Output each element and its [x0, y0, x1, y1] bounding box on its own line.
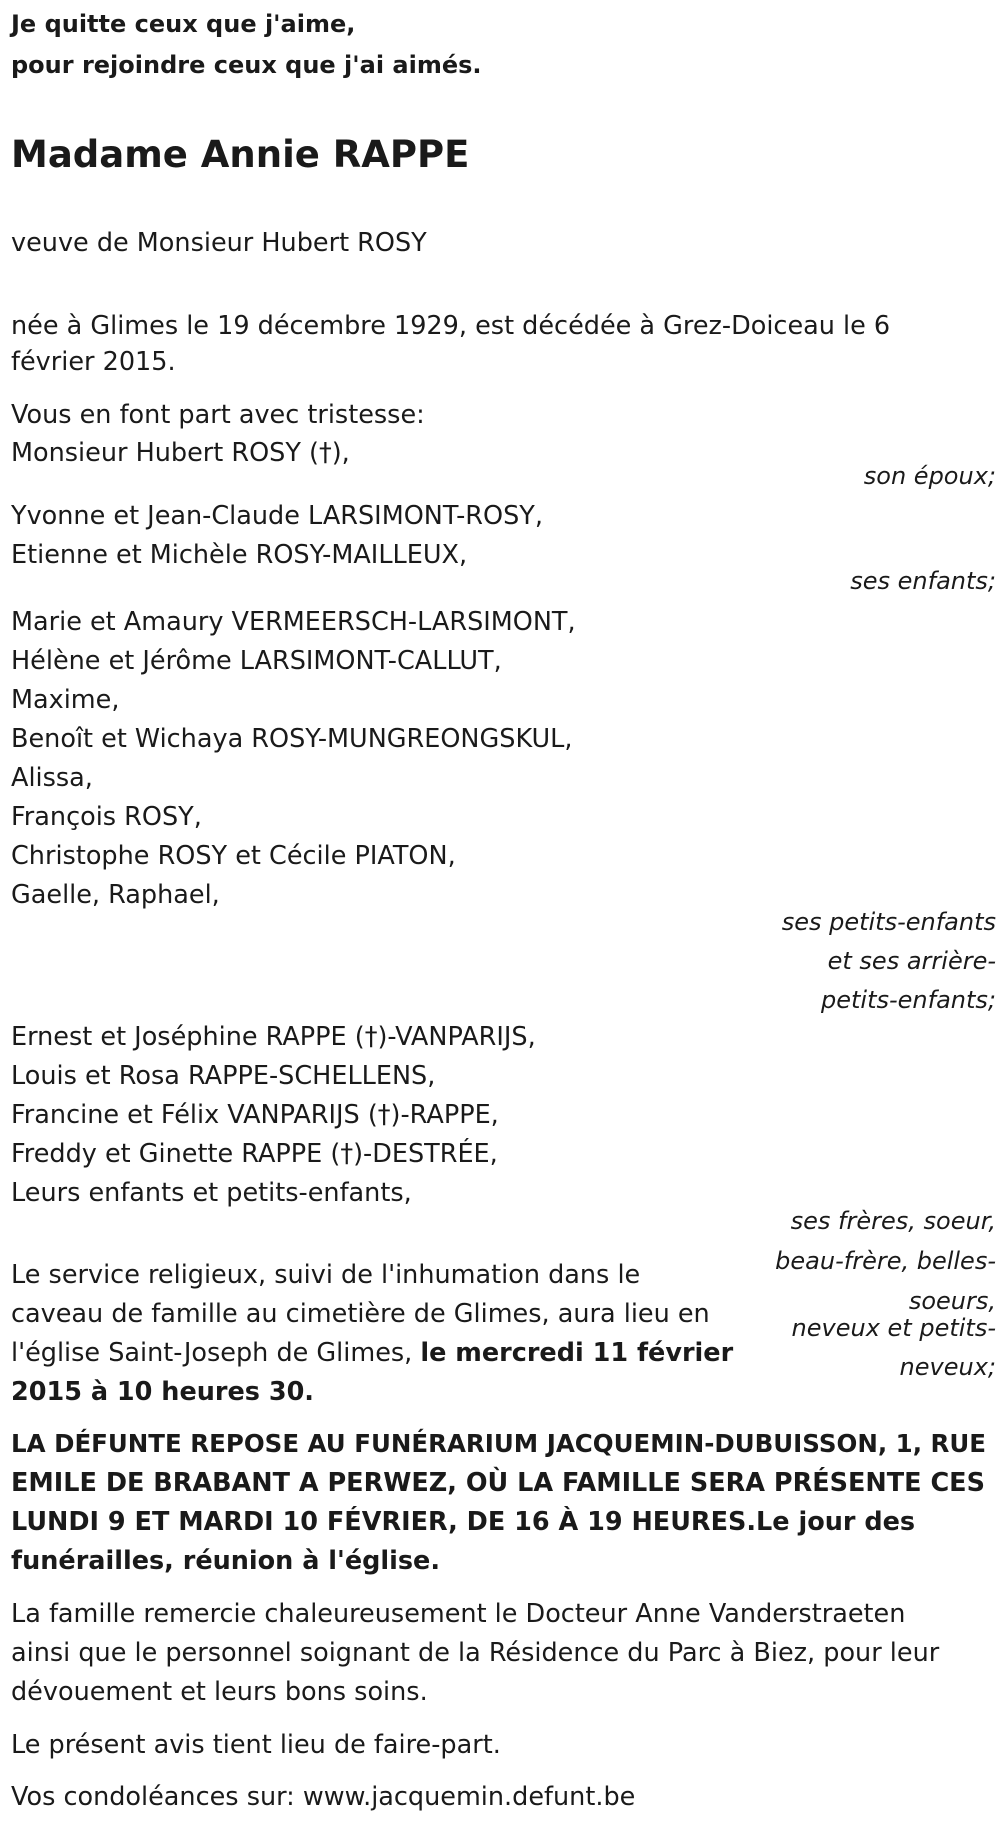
deceased-name: Madame Annie RAPPE [11, 133, 470, 176]
sibling-name: Louis et Rosa RAPPE-SCHELLENS, [11, 1061, 436, 1091]
service-date: le mercredi 11 février [420, 1338, 734, 1368]
grandchild-name: Alissa, [11, 763, 93, 793]
grandchild-name: Benoît et Wichaya ROSY-MUNGREONGSKUL, [11, 724, 573, 754]
grandchild-name: Hélène et Jérôme LARSIMONT-CALLUT, [11, 646, 502, 676]
child-name: Yvonne et Jean-Claude LARSIMONT-ROSY, [11, 501, 543, 531]
sibling-name: Leurs enfants et petits-enfants, [11, 1178, 412, 1208]
intro-line: Vous en font part avec tristesse: [11, 400, 425, 430]
condolences-line: Vos condoléances sur: www.jacquemin.defunt.be [11, 1782, 636, 1812]
thanks-line: La famille remercie chaleureusement le Docteur Anne Vanderstraeten [11, 1599, 906, 1629]
grandchild-name: Christophe ROSY et Cécile PIATON, [11, 841, 456, 871]
relation-grandchildren: petits-enfants; [821, 986, 996, 1014]
child-name: Etienne et Michèle ROSY-MAILLEUX, [11, 540, 468, 570]
grandchild-name: Marie et Amaury VERMEERSCH-LARSIMONT, [11, 607, 576, 637]
service-time: 2015 à 10 heures 30. [11, 1377, 314, 1407]
thanks-line: dévouement et leurs bons soins. [11, 1677, 428, 1707]
funerarium-visiting-hours: LUNDI 9 ET MARDI 10 FÉVRIER, DE 16 À 19 HEURES. [11, 1507, 757, 1537]
relation-grandchildren: ses petits-enfants [781, 908, 996, 936]
relation-grandchildren: et ses arrière- [827, 947, 996, 975]
widow-of: veuve de Monsieur Hubert ROSY [11, 228, 427, 258]
relation-siblings: neveux et petits- [791, 1314, 996, 1342]
epigraph-line: pour rejoindre ceux que j'ai aimés. [11, 51, 482, 79]
thanks-line: ainsi que le personnel soignant de la Résidence du Parc à Biez, pour leur [11, 1638, 940, 1668]
grandchild-name: François ROSY, [11, 802, 202, 832]
grandchild-name: Gaelle, Raphael, [11, 880, 220, 910]
service-text: l'église Saint-Joseph de Glimes, [11, 1338, 421, 1368]
funerarium-line [11, 1502, 915, 1542]
epigraph-line: Je quitte ceux que j'aime, [11, 10, 356, 38]
relation-spouse: son époux; [863, 462, 996, 490]
notice-line: Le présent avis tient lieu de faire-part. [11, 1730, 501, 1760]
birth-death-line: février 2015. [11, 347, 176, 377]
birth-death-line: née à Glimes le 19 décembre 1929, est décédée à Grez-Doiceau le 6 [11, 311, 891, 341]
funerarium-line: funérailles, réunion à l'église. [11, 1546, 441, 1576]
funerarium-line: EMILE DE BRABANT A PERWEZ, OÙ LA FAMILLE SERA PRÉSENTE CES [11, 1468, 985, 1498]
relation-siblings: ses frères, soeur, [790, 1207, 996, 1235]
funerarium-line: LA DÉFUNTE REPOSE AU FUNÉRARIUM JACQUEMIN-DUBUISSON, 1, RUE [11, 1429, 987, 1458]
sibling-name: Francine et Félix VANPARIJS (†)-RAPPE, [11, 1100, 499, 1130]
relation-children: ses enfants; [850, 567, 996, 595]
relation-siblings: soeurs, [908, 1287, 996, 1315]
spouse-name: Monsieur Hubert ROSY (†), [11, 438, 350, 468]
sibling-name: Ernest et Joséphine RAPPE (†)-VANPARIJS, [11, 1022, 536, 1052]
service-line: Le service religieux, suivi de l'inhumation dans le [11, 1260, 641, 1290]
funerarium-note: Le jour des [756, 1507, 916, 1537]
sibling-name: Freddy et Ginette RAPPE (†)-DESTRÉE, [11, 1139, 498, 1169]
relation-siblings: beau-frère, belles- [775, 1247, 996, 1275]
relation-siblings: neveux; [899, 1353, 996, 1381]
service-line: caveau de famille au cimetière de Glimes, aura lieu en [11, 1299, 710, 1329]
grandchild-name: Maxime, [11, 685, 120, 715]
service-line [11, 1333, 733, 1373]
